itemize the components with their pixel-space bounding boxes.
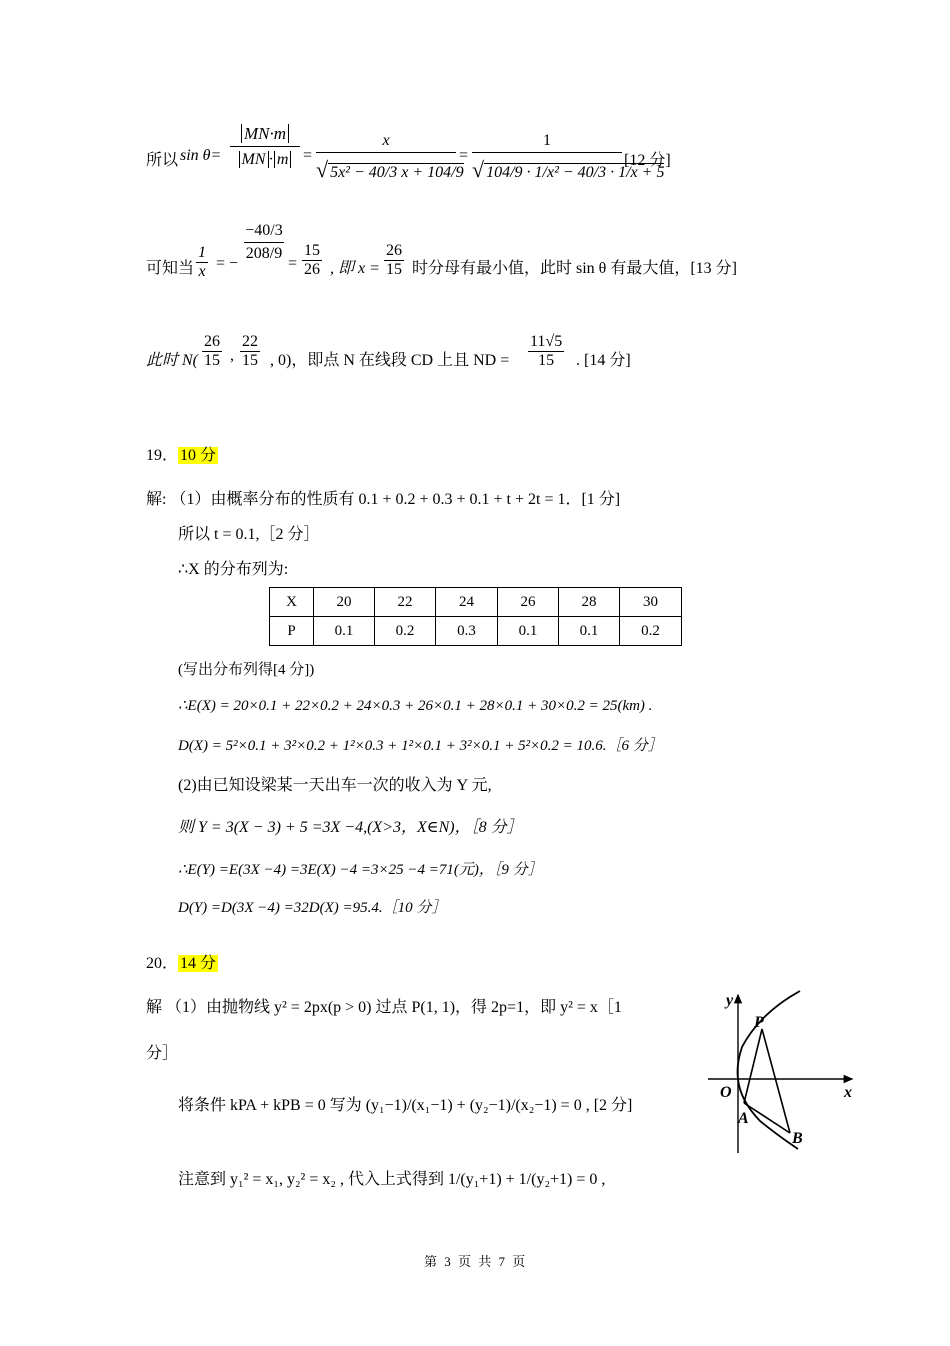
mn-dot-m: MN·m xyxy=(241,124,289,143)
score-12: [12 分] xyxy=(624,152,671,169)
table-cell: 0.2 xyxy=(620,617,682,646)
table-cell: 0.1 xyxy=(314,617,375,646)
q20-header xyxy=(146,950,218,973)
label-x: x xyxy=(844,1084,852,1101)
denominator-2: 104/9 · 1/x² − 40/3 · 1/x + 5 xyxy=(486,164,665,181)
table-cell: 0.2 xyxy=(375,617,436,646)
equals-1: = xyxy=(303,147,313,164)
inner-denominator: 208/9 xyxy=(245,245,283,262)
fraction-nd xyxy=(528,333,564,371)
q19-line1: 解: （1）由概率分布的性质有 0.1 + 0.2 + 0.3 + 0.1 + t + 2t = 1．[1 分] xyxy=(146,491,621,508)
comma: , xyxy=(230,347,234,364)
table-cell: 20 xyxy=(314,588,375,617)
label-p: P xyxy=(754,1014,764,1031)
table-row-p xyxy=(270,617,682,646)
q19-line2: 所以 t = 0.1,［2 分］ xyxy=(178,526,320,543)
compound-fraction xyxy=(244,222,284,263)
table-row-x xyxy=(270,588,682,617)
fraction-22-15 xyxy=(240,333,260,371)
fraction-denominator: 15 xyxy=(386,261,402,279)
q20-points: 14 分 xyxy=(180,955,217,972)
q20-line2: 将条件 kPA + kPB = 0 写为 (y₁−1)/(x₁−1) + (y₂−1)/(x₂−1) = 0 , [2 分] xyxy=(178,1097,633,1114)
fraction-denominator: 15 xyxy=(242,352,258,370)
fraction-numerator: 15 xyxy=(302,242,322,261)
fraction-15-26 xyxy=(302,242,322,280)
fraction-denominator: 15 xyxy=(204,352,220,370)
table-cell: X xyxy=(270,588,314,617)
prefix-text: 可知当 xyxy=(146,260,195,277)
table-cell: 0.1 xyxy=(559,617,620,646)
q19-line8: 则 Y = 3(X − 3) + 5 =3X −4,(X>3，X∈N)，［8 分］ xyxy=(178,819,523,836)
m-abs: m xyxy=(274,151,292,168)
q20-line1: 解 （1）由抛物线 y² = 2px(p > 0) 过点 P(1, 1)，得 2p=1，即 y² = x［1 xyxy=(146,999,622,1016)
x-numerator: x xyxy=(316,132,456,153)
equals-2: = xyxy=(459,147,469,164)
label-y: y xyxy=(726,992,734,1009)
dot-symbol: · xyxy=(268,151,274,168)
fraction-denominator: 26 xyxy=(304,261,320,279)
table-cell: 0.1 xyxy=(498,617,559,646)
prefix-text: 所以 xyxy=(146,152,179,169)
fraction-26-15 xyxy=(384,242,404,280)
mid-text: , 即 x = xyxy=(330,260,380,277)
fraction-numerator: 11√5 xyxy=(528,333,564,352)
q19-line7: (2)由已知设梁某一天出车一次的收入为 Y 元, xyxy=(178,777,492,794)
distribution-table xyxy=(269,587,682,646)
fraction-denominator: 15 xyxy=(538,352,555,370)
one-over-root: 1 √ 104/9 · 1/x² − 40/3 · 1/x + 5 xyxy=(472,132,665,182)
table-cell: 28 xyxy=(559,588,620,617)
label-o: O xyxy=(720,1084,732,1101)
score-14: . [14 分] xyxy=(576,352,631,369)
table-cell: 24 xyxy=(436,588,498,617)
table-cell: 22 xyxy=(375,588,436,617)
q20-line3: 注意到 y₁² = x₁, y₂² = x₂ , 代入上式得到 1/(y₁+1) + 1/(y₂+1) = 0 , xyxy=(178,1171,606,1188)
q19-line3: ∴X 的分布列为: xyxy=(178,561,289,578)
q19-line5: ∴E(X) = 20×0.1 + 22×0.2 + 24×0.3 + 26×0.1 + 28×0.1 + 30×0.2 = 25(km) . xyxy=(178,698,653,714)
q19-line4: (写出分布列得[4 分]) xyxy=(178,662,315,678)
one-numerator: 1 xyxy=(472,132,622,153)
mn-abs: MN xyxy=(239,151,269,168)
one-over-x: $\frac{1}{x}$ xyxy=(198,244,206,281)
table-cell: 0.3 xyxy=(436,617,498,646)
label-b: B xyxy=(792,1130,803,1147)
fraction-numerator: 26 xyxy=(384,242,404,261)
q19-points: 10 分 xyxy=(180,447,217,464)
page-footer: 第 3 页 共 7 页 xyxy=(424,1254,528,1269)
prefix-text: 此时 N( xyxy=(146,352,199,369)
denominator-1: 5x² − 40/3 x + 104/9 xyxy=(330,164,464,181)
q19-header xyxy=(146,442,218,465)
equals-minus: = − xyxy=(216,255,239,272)
table-cell: P xyxy=(270,617,314,646)
q20-number: 20． xyxy=(146,955,179,972)
q19-line10: D(Y) =D(3X −4) =32D(X) =95.4.［10 分］ xyxy=(178,900,447,916)
equals-2: = xyxy=(288,255,298,272)
mid-text: , 0)，即点 N 在线段 CD 上且 ND = xyxy=(270,352,510,369)
q19-line6: D(X) = 5²×0.1 + 3²×0.2 + 1²×0.3 + 1²×0.1 + 3²×0.1 + 5²×0.2 = 10.6.［6 分］ xyxy=(178,738,663,754)
inner-numerator: −40/3 xyxy=(244,222,284,243)
cos-fraction xyxy=(230,124,300,169)
fraction-numerator: 22 xyxy=(240,333,260,352)
label-a: A xyxy=(738,1110,749,1127)
fraction-26-15 xyxy=(202,333,222,371)
rest-text: 时分母有最小值，此时 sin θ 有最大值，[13 分] xyxy=(412,260,737,277)
q19-line9: ∴E(Y) =E(3X −4) =3E(X) −4 =3×25 −4 =71(元)，［9 分］ xyxy=(178,862,543,878)
q20-line1b: 分］ xyxy=(146,1045,179,1062)
fraction-numerator: 26 xyxy=(202,333,222,352)
q19-number: 19． xyxy=(146,447,179,464)
parabola-figure xyxy=(700,985,865,1157)
table-cell: 30 xyxy=(620,588,682,617)
x-over-root: x √ 5x² − 40/3 x + 104/9 xyxy=(316,132,464,182)
table-cell: 26 xyxy=(498,588,559,617)
sin-theta: sin θ= xyxy=(180,147,222,164)
